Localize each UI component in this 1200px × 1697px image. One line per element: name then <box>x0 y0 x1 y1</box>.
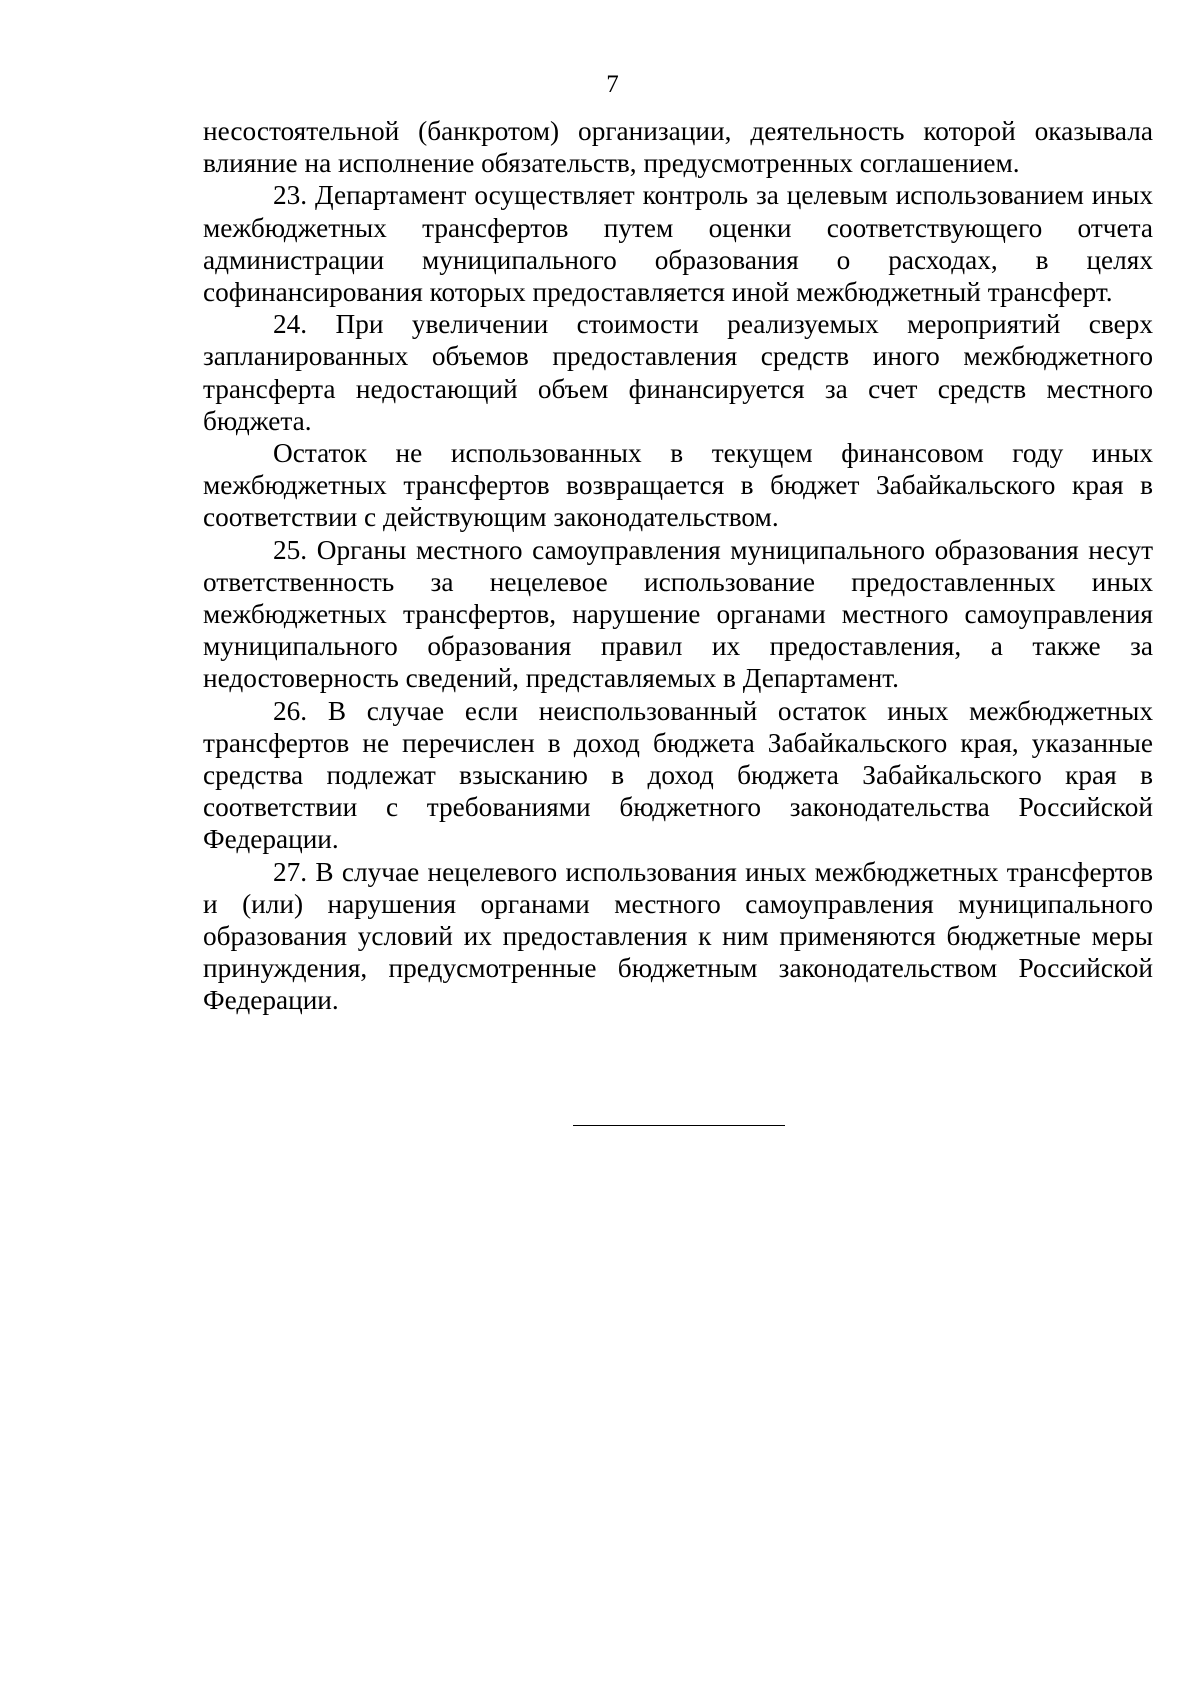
paragraph-item-27: 27. В случае нецелевого использования иных межбюджетных трансфертов и (или) нарушения органами местного самоуправления муниципального образования условий их предоставления к ним применяются бюджетные меры принуждения, предусмотренные бюджетным законодательством Российской Федерации. <box>203 856 1153 1016</box>
paragraph-item-26: 26. В случае если неиспользованный остаток иных межбюджетных трансфертов не перечислен в доход бюджета Забайкальского края, указанные средства подлежат взысканию в доход бюджета Забайкальского края в соответствии с требованиями бюджетного законодательства Российской Федерации. <box>203 695 1153 855</box>
document-body <box>203 115 1153 1017</box>
paragraph-item-24-remainder: Остаток не использованных в текущем финансовом году иных межбюджетных трансфертов возвращается в бюджет Забайкальского края в соответствии с действующим законодательством. <box>203 438 1153 533</box>
paragraph-continuation: несостоятельной (банкротом) организации, деятельность которой оказывала влияние на исполнение обязательств, предусмотренных соглашением. <box>203 116 1153 179</box>
paragraph-item-23: 23. Департамент осуществляет контроль за целевым использованием иных межбюджетных трансфертов путем оценки соответствующего отчета администрации муниципального образования о расходах, в целях софинансирования которых предоставляется иной межбюджетный трансферт. <box>203 180 1153 308</box>
end-of-document-rule <box>573 1125 785 1126</box>
page-number: 7 <box>606 71 619 98</box>
paragraph-item-24: 24. При увеличении стоимости реализуемых мероприятий сверх запланированных объемов предоставления средств иного межбюджетного трансферта недостающий объем финансируется за счет средств местного бюджета. <box>203 309 1153 436</box>
paragraph-item-25: 25. Органы местного самоуправления муниципального образования несут ответственность за нецелевое использование предоставленных иных межбюджетных трансфертов, нарушение органами местного самоуправления муниципального образования правил их предоставления, а также за недостоверность сведений, представляемых в Департамент. <box>203 534 1153 694</box>
